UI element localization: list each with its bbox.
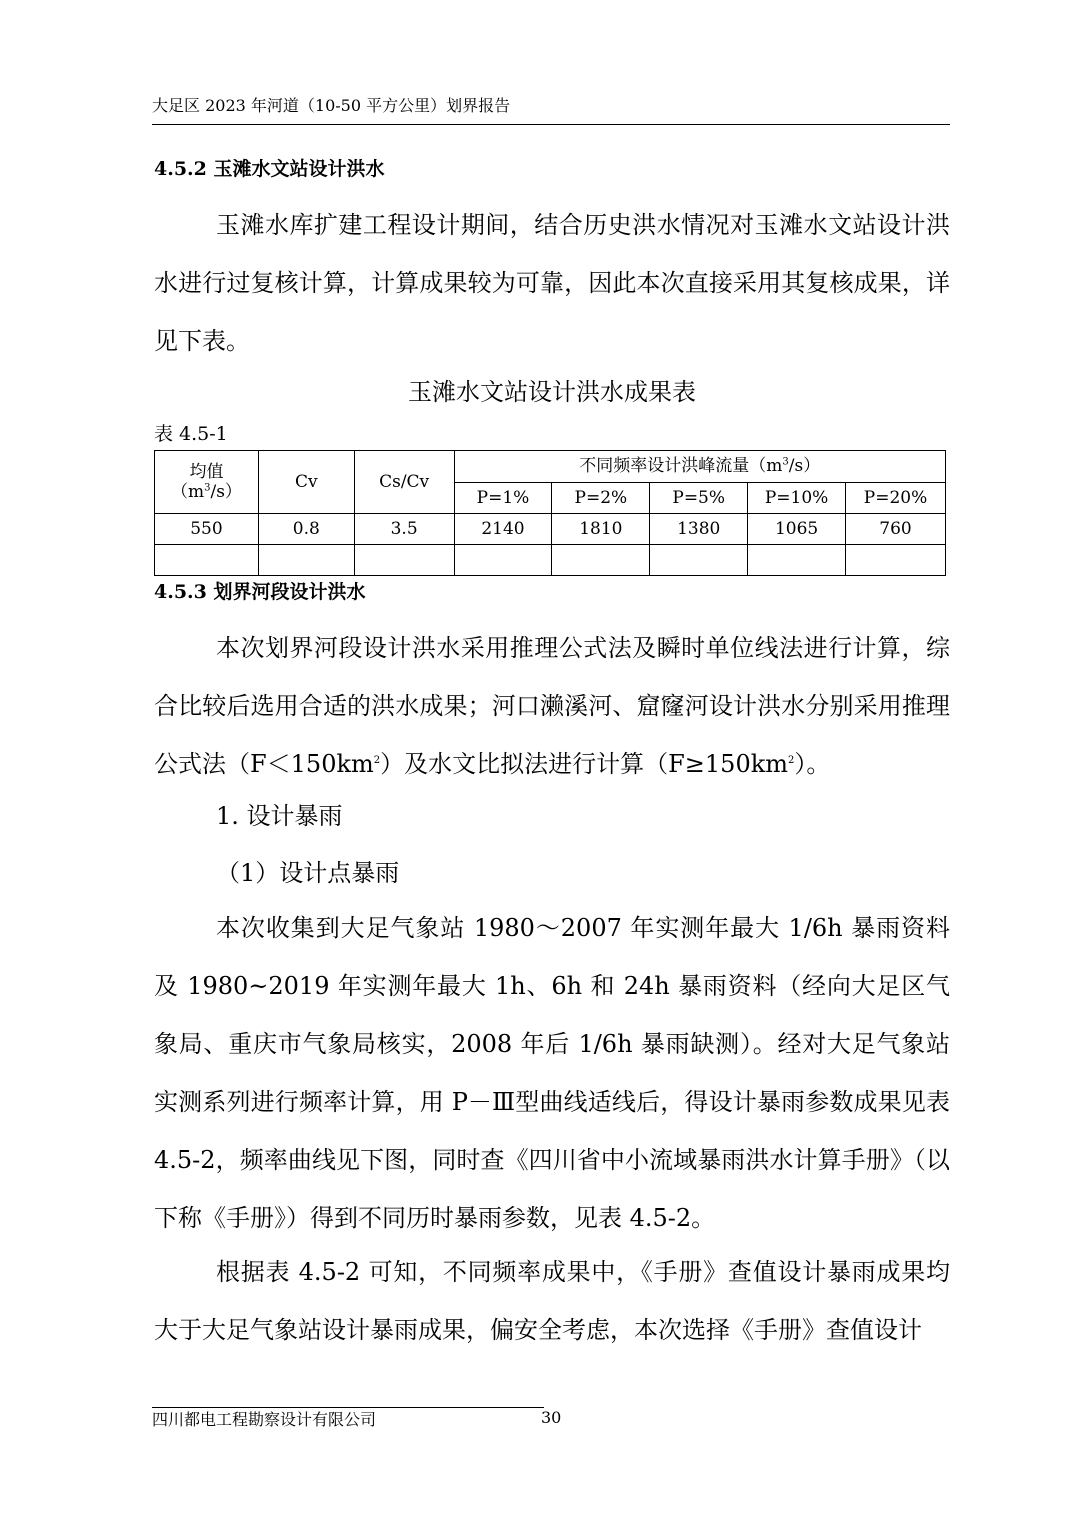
cell-p1: 2140	[454, 514, 552, 545]
paragraph-comparison: 根据表 4.5-2 可知，不同频率成果中，《手册》查值设计暴雨成果均大于大足气象站设计暴雨成果，偏安全考虑，本次选择《手册》查值设计	[154, 1258, 950, 1344]
header-p5: P=5%	[650, 482, 748, 514]
cell-p5: 1380	[650, 514, 748, 545]
section-heading-4-5-2: 4.5.2 玉滩水文站设计洪水	[154, 158, 385, 180]
cell-p10: 1065	[748, 514, 846, 545]
header-rule	[152, 124, 950, 125]
table-title: 玉滩水文站设计洪水成果表	[408, 378, 696, 406]
cell-mean: 550	[155, 514, 259, 545]
paragraph-storm-data: 本次收集到大足气象站 1980～2007 年实测年最大 1/6h 暴雨资料及 1980~2019 年实测年最大 1h、6h 和 24h 暴雨资料（经向大足区气象局、重庆市气象局核实，2008 年后 1/6h 暴雨缺测）。经对大足气象站实测系列进行频率计算，用 P－Ⅲ型曲线适线后，得设计暴雨参数成果见表 4.5-2，频率曲线见下图，同时查《四川省中小流域暴雨洪水计算手册》（以下称《手册》）得到不同历时暴雨参数，见表 4.5-2。	[154, 914, 950, 1232]
cell-p2: 1810	[552, 514, 650, 545]
header-p2: P=2%	[552, 482, 650, 514]
header-p1: P=1%	[454, 482, 552, 514]
paragraph-method: 本次划界河段设计洪水采用推理公式法及瞬时单位线法进行计算，综合比较后选用合适的洪水成果；河口濑溪河、窟窿河设计洪水分别采用推理公式法$(F<150km^2)$及水文比拟法进行计算$(F\ge 150km^2)$。	[154, 634, 950, 778]
table-row	[155, 514, 946, 545]
header-mean	[155, 451, 259, 514]
header-cv: Cv	[258, 451, 354, 514]
cell-cs-cv: 3.5	[354, 514, 454, 545]
table-row-empty	[155, 545, 946, 576]
header-p10: P=10%	[748, 482, 846, 514]
list-item-design-storm: 1. 设计暴雨	[216, 802, 343, 830]
running-header: 大足区 2023 年河道（10-50 平方公里）划界报告	[152, 96, 511, 115]
cell-cv: 0.8	[258, 514, 354, 545]
header-mean-unit: $(m^3/s)$	[170, 482, 242, 502]
design-flood-table	[154, 450, 946, 576]
list-item-point-storm: （1）设计点暴雨	[216, 859, 400, 887]
header-flood-peak: 不同频率设计洪峰流量$(m^3/s)$	[454, 451, 945, 483]
cell-p20: 760	[846, 514, 946, 545]
page-number: 30	[541, 1408, 562, 1427]
section-heading-4-5-3: 4.5.3 划界河段设计洪水	[154, 581, 366, 603]
table-number: 表 4.5-1	[154, 423, 228, 445]
footer-rule	[152, 1407, 544, 1408]
header-cs-cv: Cs/Cv	[354, 451, 454, 514]
header-mean-label: 均值	[189, 462, 224, 482]
paragraph-yutan-intro: 玉滩水库扩建工程设计期间，结合历史洪水情况对玉滩水文站设计洪水进行过复核计算，计算成果较为可靠，因此本次直接采用其复核成果，详见下表。	[154, 211, 950, 355]
header-p20: P=20%	[846, 482, 946, 514]
footer-company: 四川都电工程勘察设计有限公司	[152, 1410, 377, 1429]
